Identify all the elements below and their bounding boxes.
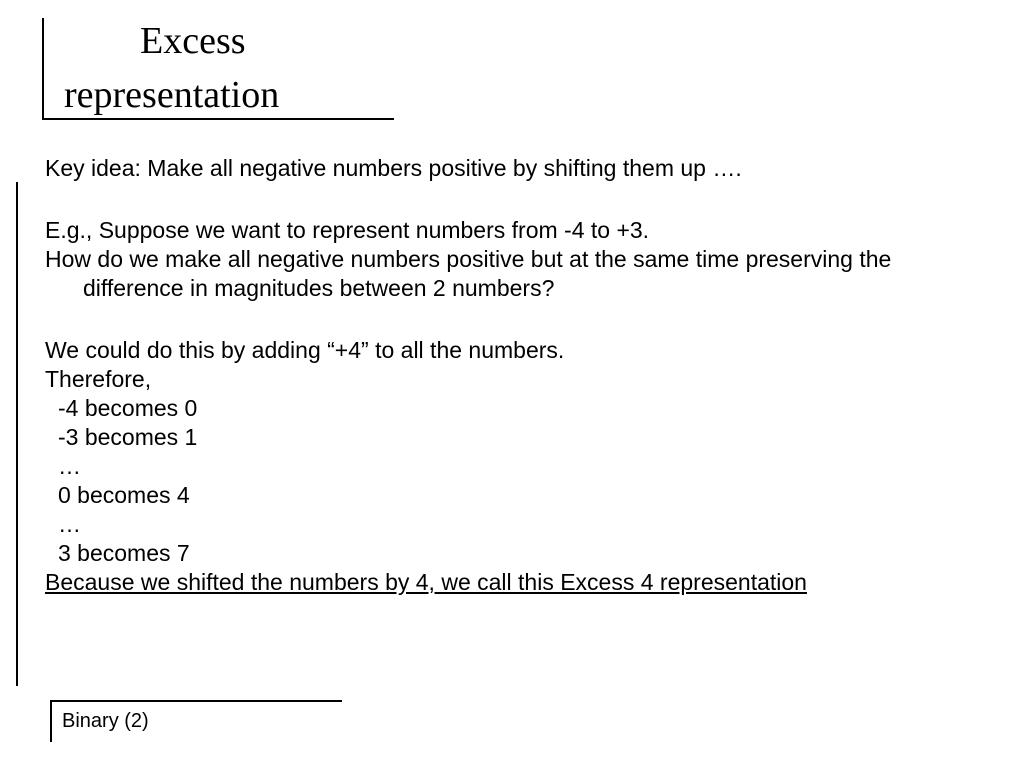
mapping-ellipsis: … — [58, 453, 81, 479]
example-text: E.g., Suppose we want to represent numbers from -4 to +3. — [45, 217, 650, 243]
answer-text: We could do this by adding “+4” to all the numbers. — [45, 337, 565, 363]
content-left-rule — [16, 182, 18, 686]
title-frame-left-rule — [42, 18, 44, 118]
mapping-line: 0 becomes 4 — [58, 482, 190, 508]
therefore-text: Therefore, — [45, 366, 152, 392]
spacer — [45, 183, 945, 216]
conclusion-underlined: Because we shifted the numbers by 4, we call this Excess 4 representation — [45, 569, 807, 595]
footer-top-rule — [50, 700, 342, 702]
question-text: How do we make all negative numbers positive but at the same time preserving the difference in magnitudes between 2 numbers? — [45, 246, 892, 301]
mapping-line: -3 becomes 1 — [58, 424, 198, 450]
footer-left-rule — [50, 700, 52, 742]
slide-content — [45, 154, 945, 597]
key-idea-text: Key idea: Make all negative numbers positive by shifting them up …. — [45, 155, 742, 181]
mapping-ellipsis: … — [58, 511, 81, 537]
title-line-1: Excess — [140, 20, 246, 62]
mapping-line: -4 becomes 0 — [58, 395, 198, 421]
slide-title — [48, 14, 378, 122]
title-line-2: representation — [64, 74, 280, 116]
footer-label: Binary (2) — [62, 710, 149, 732]
spacer — [45, 303, 945, 336]
mapping-line: 3 becomes 7 — [58, 540, 190, 566]
conclusion-text — [45, 568, 945, 597]
